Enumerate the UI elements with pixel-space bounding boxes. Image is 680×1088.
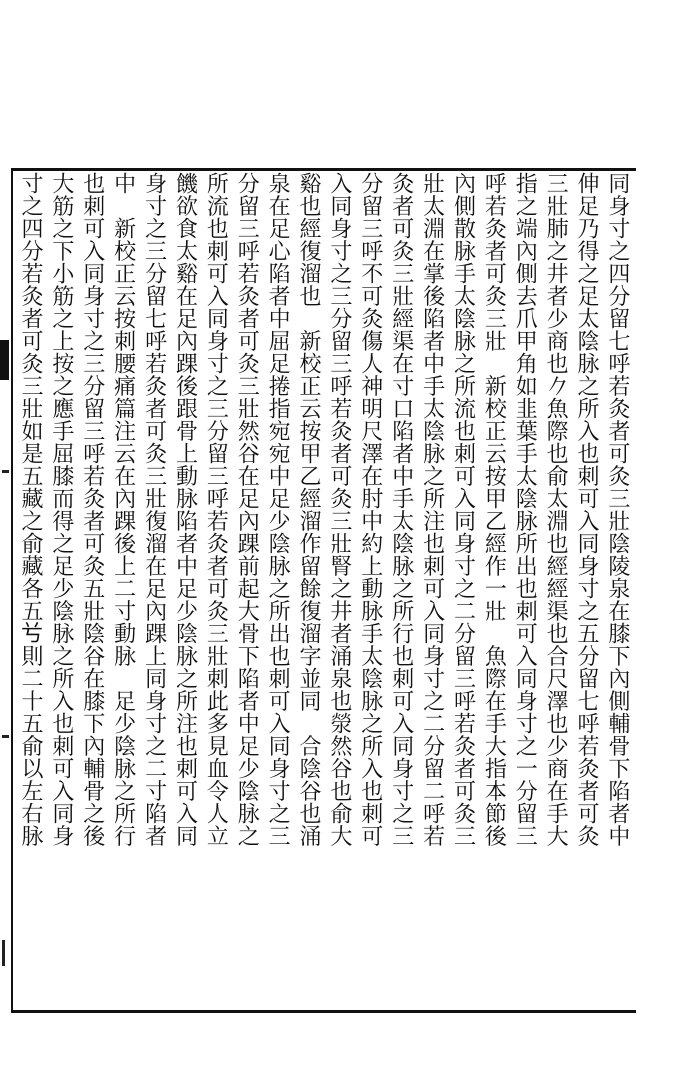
binding-gutter-mark bbox=[0, 340, 9, 380]
text-column-20: 寸之四分若灸者可灸三壯如是五藏之俞藏各五𠔃則二十五俞以左右脉 bbox=[18, 172, 43, 847]
text-column-14: 所流也刺可入同身寸之三分留三呼若灸者可灸三壯刺此多見血令人立 bbox=[203, 172, 229, 847]
text-column-7: 壯太淵在掌後陷者中手太陰脉之所注也刺可入同身寸之二分留二呼若 bbox=[419, 172, 445, 847]
text-column-2: 伸足乃得之足太陰脉之所入也刺可入同身寸之五分留七呼若灸者可灸 bbox=[574, 172, 600, 847]
text-column-19: 大筋之下小筋之上按之應手屈膝而得之足少陰脉之所入也刺可入同身 bbox=[48, 172, 74, 847]
text-column-5: 呼若灸者可灸三壯 新校正云按甲乙經作一壯 魚際在手大指本節後 bbox=[481, 172, 507, 847]
page-frame-bottom-rule bbox=[12, 1010, 636, 1013]
page-frame-left-rule bbox=[11, 168, 13, 1013]
page-frame-top-rule bbox=[12, 168, 636, 171]
vertical-text-body bbox=[16, 172, 632, 1006]
text-column-8: 灸者可灸三壯經渠在寸口陷者中手太陰脉之所行也刺可入同身寸之三 bbox=[388, 172, 414, 847]
text-column-15: 饑欲食太谿在足內踝後跟骨上動脉陷者中足少陰脉之所注也刺可入同 bbox=[172, 172, 198, 847]
text-column-12: 泉在足心陷者中屈足捲指宛宛中足少陰脉之所出也刺可入同身寸之三 bbox=[265, 172, 291, 847]
text-column-4: 指之端內側去爪甲角如韭葉手太陰脉所出也刺可入同身寸之一分留三 bbox=[512, 172, 538, 847]
text-column-16: 身寸之三分留七呼若灸者可灸三壯復溜在足內踝上同身寸之二寸陷者 bbox=[141, 172, 167, 847]
text-column-1: 同身寸之四分留七呼若灸者可灸三壯陰陵泉在膝下內側輔骨下陷者中 bbox=[604, 172, 630, 847]
text-column-11: 谿也經復溜也 新校正云按甲乙經溜作留餘復溜字並同 合陰谷也涌 bbox=[296, 172, 322, 847]
binding-gutter-tick bbox=[2, 735, 9, 738]
text-column-17: 中 新校正云按刺腰痛篇注云在內踝後上二寸動脉 足少陰脉之所行 bbox=[110, 172, 136, 847]
text-column-9: 分留三呼不可灸傷人神明尺澤在肘中約上動脉手太陰脉之所入也刺可 bbox=[357, 172, 383, 847]
text-column-6: 內側散脉手太陰脉之所流也刺可入同身寸之二分留三呼若灸者可灸三 bbox=[450, 172, 476, 847]
text-column-13: 分留三呼若灸者可灸三壯然谷在足內踝前起大骨下陷者中足少陰脉之 bbox=[234, 172, 260, 847]
text-column-18: 也刺可入同身寸之三分留三呼若灸者可灸五壯陰谷在膝下內輔骨之後 bbox=[79, 172, 105, 847]
binding-gutter-tick bbox=[2, 940, 5, 966]
text-column-3: 三壯肺之井者少商也𠂊魚際也俞太淵也經經渠也合尺澤也少商在手大 bbox=[543, 172, 569, 847]
text-column-10: 入同身寸之三分留三呼若灸者可灸三壯腎之井者涌泉也滎然谷也俞大 bbox=[326, 172, 352, 847]
binding-gutter-tick bbox=[2, 470, 9, 473]
